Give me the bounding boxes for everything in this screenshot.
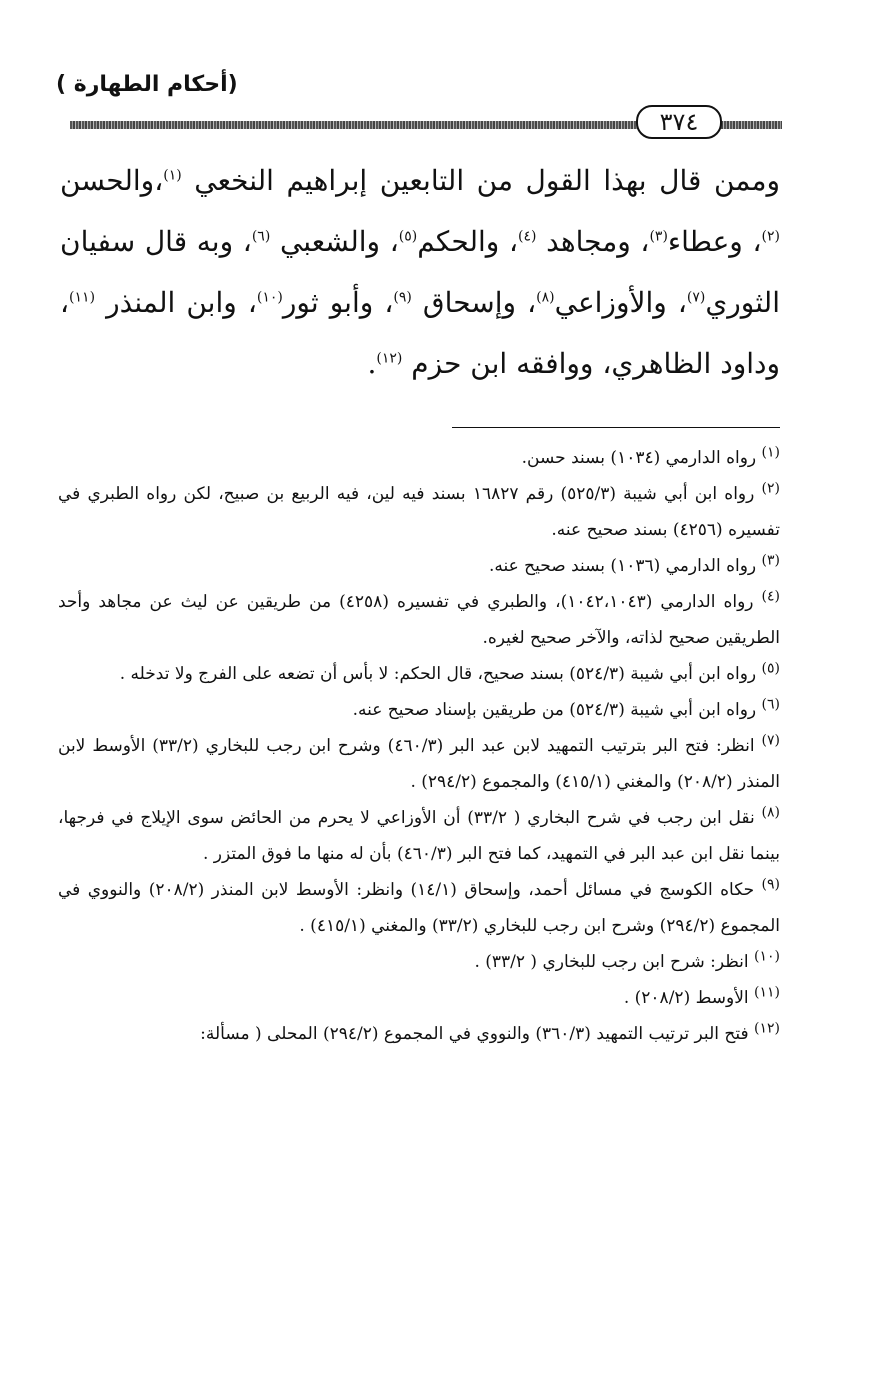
footnote-ref[interactable]: (١) bbox=[163, 167, 182, 184]
footnote-number: (١١) bbox=[754, 984, 780, 1001]
footnote-number: (١) bbox=[761, 444, 780, 461]
main-text-segment: . bbox=[367, 347, 377, 380]
main-text-segment: ، وداود الظاهري، ووافقه ابن حزم bbox=[60, 286, 780, 380]
footnote-text: رواه ابن أبي شيبة (٥٢٤/٣) بسند صحيح، قال الحكم: لا بأس أن تضعه على الفرج ولا تدخله . bbox=[119, 664, 757, 684]
footnote-separator bbox=[452, 427, 780, 428]
footnote-ref[interactable]: (٧) bbox=[686, 289, 706, 306]
footnote-ref[interactable]: (٤) bbox=[517, 228, 537, 245]
footnote-11 bbox=[58, 980, 780, 1016]
footnote-text: رواه الدارمي (١٠٣٤) بسند حسن. bbox=[521, 448, 757, 468]
main-text-segment: ،والحسن bbox=[60, 164, 164, 197]
footnotes-section bbox=[58, 440, 780, 1052]
footnote-ref[interactable]: (١٢) bbox=[376, 350, 403, 367]
main-text-segment: ، والأوزاعي bbox=[554, 286, 687, 319]
footnote-ref[interactable]: (١٠) bbox=[256, 289, 283, 306]
footnote-text: رواه ابن أبي شيبة (٥٢٤/٣) من طريقين بإسناد صحيح عنه. bbox=[352, 700, 757, 720]
footnote-text: حكاه الكوسج في مسائل أحمد، وإسحاق (١٤/١) وانظر: الأوسط لابن المنذر (٢٠٨/٢) والنووي في المجموع (٢٩٤/٢) وشرح ابن رجب للبخاري (٣٣/٢) والمغني (٤١٥/١) . bbox=[58, 880, 780, 936]
footnote-ref[interactable]: (٥) bbox=[398, 228, 418, 245]
main-text-segment: ، والحكم bbox=[417, 225, 518, 258]
footnote-ref[interactable]: (٦) bbox=[251, 228, 271, 245]
footnote-text: رواه الدارمي (١٠٤٢،١٠٤٣)، والطبري في تفسيره (٤٢٥٨) من طريقين عن ليث عن مجاهد وأحد الطريقين صحيح لذاته، والآخر صحيح لغيره. bbox=[58, 592, 780, 648]
main-text-segment: ، وإسحاق bbox=[411, 286, 537, 319]
footnote-1 bbox=[58, 440, 780, 476]
footnote-number: (٨) bbox=[761, 804, 780, 821]
main-text-segment: وممن قال بهذا القول من التابعين إبراهيم النخعي bbox=[181, 164, 780, 197]
footnote-ref[interactable]: (٢) bbox=[761, 228, 780, 245]
footnote-text: انظر: فتح البر بترتيب التمهيد لابن عبد البر (٤٦٠/٣) وشرح ابن رجب للبخاري (٣٣/٢) الأوسط لابن المنذر (٢٠٨/٢) والمغني (٤١٥/١) والمجموع (٢٩٤/٢) . bbox=[58, 736, 780, 792]
footnote-ref[interactable]: (٣) bbox=[649, 228, 668, 245]
footnote-text: فتح البر ترتيب التمهيد (٣٦٠/٣) والنووي في المجموع (٢٩٤/٢) المحلى ( مسألة: bbox=[200, 1024, 749, 1044]
footnote-number: (٤) bbox=[761, 588, 780, 605]
footnote-number: (٩) bbox=[761, 876, 780, 893]
main-paragraph bbox=[60, 150, 780, 394]
footnote-number: (٣) bbox=[761, 552, 780, 569]
footnote-ref[interactable]: (٨) bbox=[536, 289, 555, 306]
main-text-segment: ، ومجاهد bbox=[536, 225, 650, 258]
running-header-title: (أحكام الطهارة ) bbox=[56, 72, 238, 97]
footnote-text: رواه ابن أبي شيبة (٥٢٥/٣) رقم ١٦٨٢٧ بسند فيه لين، فيه الربيع بن صبيح، لكن رواه الطبري في تفسيره (٤٢٥٦) بسند صحيح عنه. bbox=[58, 484, 780, 540]
page-number: ٣٧٤ bbox=[636, 105, 722, 139]
footnote-2 bbox=[58, 476, 780, 548]
footnote-number: (٦) bbox=[761, 696, 780, 713]
main-text-segment: ، والشعبي bbox=[270, 225, 399, 258]
footnote-3 bbox=[58, 548, 780, 584]
footnote-6 bbox=[58, 692, 780, 728]
main-text-segment: ، وعطاء bbox=[667, 225, 762, 258]
main-text-segment: ، وأبو ثور bbox=[282, 286, 394, 319]
footnote-9 bbox=[58, 872, 780, 944]
footnote-text: انظر: شرح ابن رجب للبخاري ( ٣٣/٢) . bbox=[474, 952, 749, 972]
footnote-ref[interactable]: (٩) bbox=[393, 289, 412, 306]
main-text-segment: ، وابن المنذر bbox=[95, 286, 257, 319]
main-text-segment: ، وبه قال سفيان الثوري bbox=[60, 225, 780, 319]
footnote-5 bbox=[58, 656, 780, 692]
footnote-number: (١٢) bbox=[754, 1020, 780, 1037]
footnote-8 bbox=[58, 800, 780, 872]
footnote-number: (٥) bbox=[761, 660, 780, 677]
footnote-12 bbox=[58, 1016, 780, 1052]
footnote-ref[interactable]: (١١) bbox=[69, 289, 96, 306]
footnote-number: (٧) bbox=[761, 732, 780, 749]
footnote-4 bbox=[58, 584, 780, 656]
footnote-number: (٢) bbox=[761, 480, 780, 497]
footnote-text: رواه الدارمي (١٠٣٦) بسند صحيح عنه. bbox=[488, 556, 757, 576]
footnote-7 bbox=[58, 728, 780, 800]
footnote-10 bbox=[58, 944, 780, 980]
footnote-number: (١٠) bbox=[754, 948, 780, 965]
footnote-text: الأوسط (٢٠٨/٢) . bbox=[623, 988, 749, 1008]
footnote-text: نقل ابن رجب في شرح البخاري ( ٣٣/٢) أن الأوزاعي لا يحرم من الحائض سوى الإيلاج في فرجها، بينما نقل ابن عبد البر في التمهيد، كما فتح البر (٤٦٠/٣) بأن له منها ما فوق المتزر . bbox=[58, 808, 780, 864]
